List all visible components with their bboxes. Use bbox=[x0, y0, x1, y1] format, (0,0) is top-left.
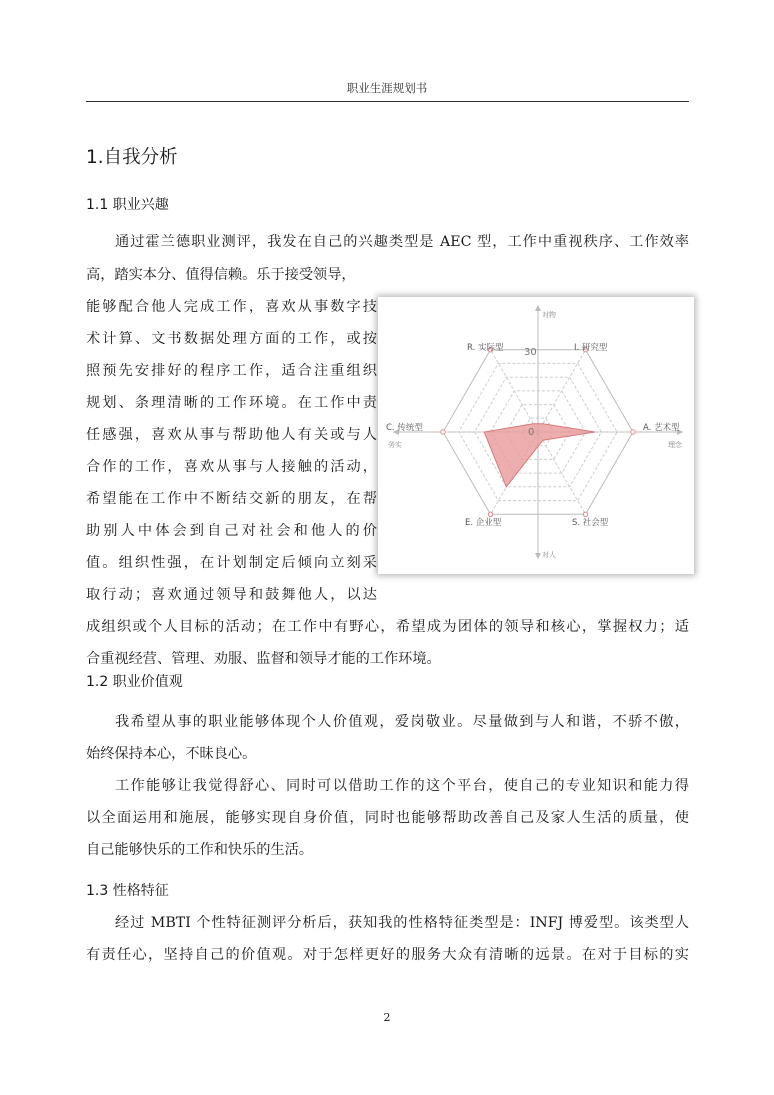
paragraph-line: 能够配合他人完成工作，喜欢从事数字技 bbox=[86, 299, 377, 315]
direction-label-top: 对物 bbox=[542, 311, 556, 319]
vertex-marker bbox=[441, 430, 445, 434]
vertex-marker bbox=[583, 512, 587, 516]
paragraph-line: 始终保持本心，不昧良心。 bbox=[86, 746, 257, 762]
paragraph-line: 成组织或个人目标的活动；在工作中有野心，希望成为团体的领导和核心，掌握权力；适 bbox=[86, 619, 689, 635]
paragraph-line: 工作能够让我觉得舒心、同时可以借助工作的这个平台，使自己的专业知识和能力得 bbox=[115, 778, 689, 794]
section-title: 1.自我分析 bbox=[86, 147, 178, 168]
axis-label: R. 实际型 bbox=[467, 343, 504, 353]
subsection-title-interest: 1.1 职业兴趣 bbox=[86, 197, 169, 213]
paragraph-line: 我希望从事的职业能够体现个人价值观，爱岗敬业。尽量做到与人和谐，不骄不傲， bbox=[115, 714, 689, 730]
axis-label: I. 研究型 bbox=[574, 343, 608, 353]
subsection-title-personality: 1.3 性格特征 bbox=[86, 883, 169, 899]
tick-label: 30 bbox=[524, 347, 537, 358]
axis-label: S. 社会型 bbox=[572, 518, 609, 528]
header-title: 职业生涯规划书 bbox=[346, 81, 428, 95]
direction-label-left: 务实 bbox=[388, 441, 402, 449]
paragraph-line: 术计算、文书数据处理方面的工作，或按 bbox=[86, 331, 377, 347]
paragraph-line: 取行动；喜欢通过领导和鼓舞他人，以达 bbox=[86, 587, 377, 603]
paragraph-line: 任感强，喜欢从事与帮助他人有关或与人 bbox=[86, 427, 377, 443]
paragraph-line: 照预先安排好的程序工作，适合注重组织 bbox=[86, 363, 377, 379]
paragraph-line: 通过霍兰德职业测评，我发在自己的兴趣类型是 AEC 型，工作中重视秩序、工作效率 bbox=[115, 234, 689, 250]
paragraph-line: 合重视经营、管理、劝服、监督和领导才能的工作环境。 bbox=[86, 651, 441, 667]
paragraph-line: 经过 MBTI 个性特征测评分析后，获知我的性格特征类型是：INFJ 博爱型。该类型人 bbox=[115, 915, 689, 931]
paragraph-line: 合作的工作，喜欢从事与人接触的活动， bbox=[86, 459, 377, 475]
paragraph-line: 高，踏实本分、值得信赖。乐于接受领导， bbox=[86, 267, 356, 283]
direction-label-right: 理念 bbox=[668, 441, 682, 449]
direction-label-bottom: 对人 bbox=[542, 551, 556, 559]
radar-chart-svg bbox=[378, 297, 694, 574]
paragraph-line: 以全面运用和施展，能够实现自身价值，同时也能够帮助改善自己及家人生活的质量，使 bbox=[86, 810, 689, 826]
page-number: 2 bbox=[383, 1011, 391, 1024]
subsection-title-values: 1.2 职业价值观 bbox=[86, 674, 183, 690]
grid-spoke bbox=[491, 350, 539, 432]
paragraph-line: 希望能在工作中不断结交新的朋友，在帮 bbox=[86, 491, 377, 507]
axis-arrow-bottom bbox=[535, 553, 541, 559]
paragraph-line: 助别人中体会到自己对社会和他人的价 bbox=[86, 523, 377, 539]
axis-arrow-top bbox=[535, 305, 541, 311]
grid-spoke bbox=[538, 350, 586, 432]
paragraph-line: 值。组织性强，在计划制定后倾向立刻采 bbox=[86, 555, 377, 571]
tick-label: 0 bbox=[528, 427, 535, 438]
axis-label: E. 企业型 bbox=[465, 518, 502, 528]
vertex-marker bbox=[631, 430, 635, 434]
paragraph-line: 有责任心，坚持自己的价值观。对于怎样更好的服务大众有清晰的远景。在对于目标的实 bbox=[86, 947, 689, 963]
axis-label: C. 传统型 bbox=[386, 423, 423, 433]
paragraph-line: 自己能够快乐的工作和快乐的生活。 bbox=[86, 842, 314, 858]
axis-label: A. 艺术型 bbox=[643, 423, 680, 433]
holland-radar-chart bbox=[378, 297, 694, 574]
header-divider bbox=[86, 101, 689, 102]
paragraph-line: 规划、条理清晰的工作环境。在工作中责 bbox=[86, 395, 377, 411]
vertex-marker bbox=[488, 512, 492, 516]
